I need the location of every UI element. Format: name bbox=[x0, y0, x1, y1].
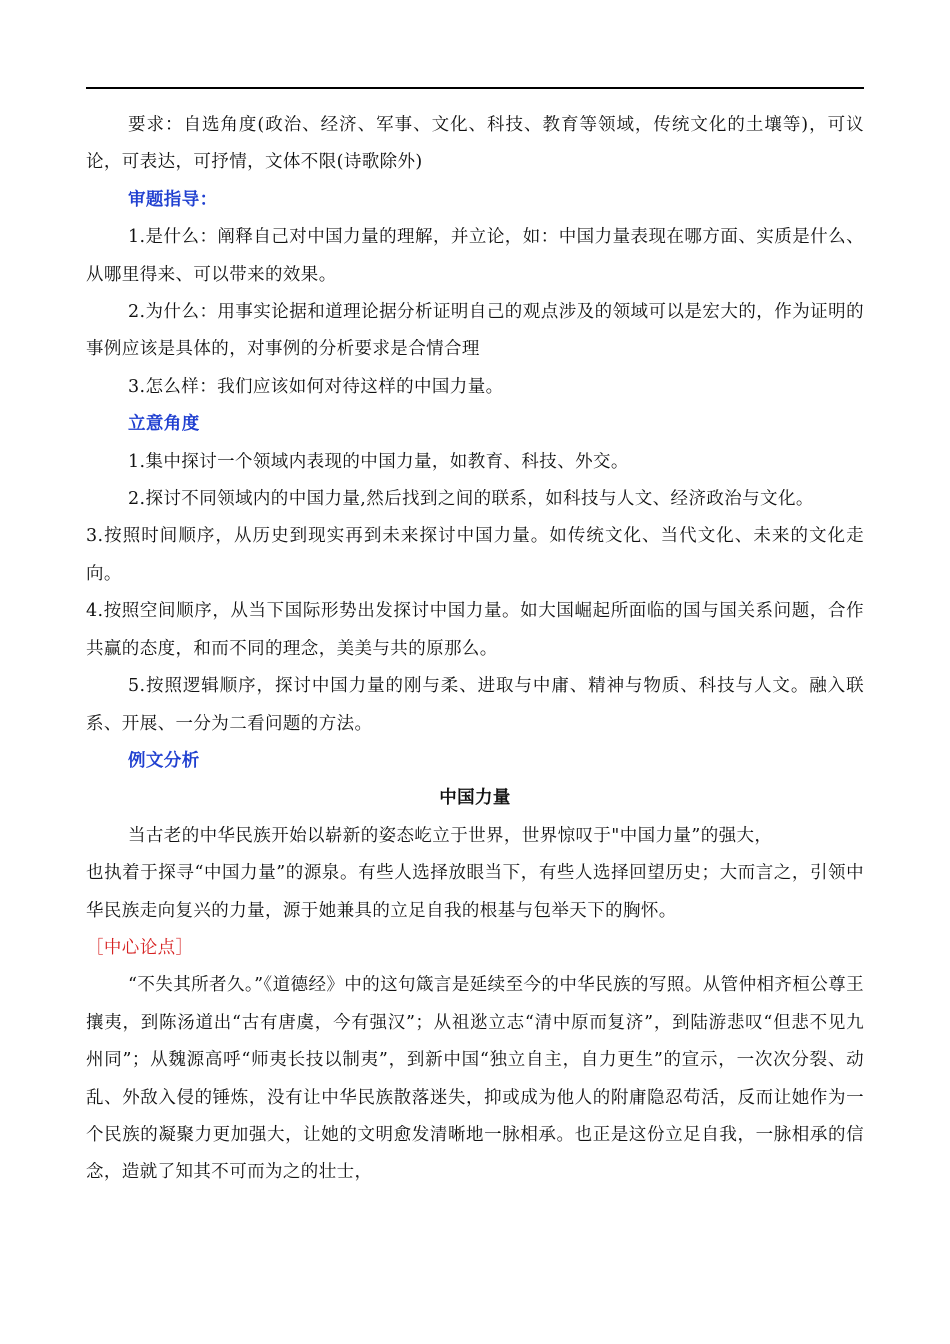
angles-heading: 立意角度 bbox=[128, 414, 200, 435]
essay-intro-rest: 也执着于探寻“中国力量”的源泉。有些人选择放眼当下，有些人选择回望历史；大而言之，引领中华民族走向复兴的力量，源于她兼具的立足自我的根基与包举天下的胸怀。 bbox=[86, 863, 864, 921]
angle-item-3: 3.按照时间顺序，从历史到现实再到未来探讨中国力量。如传统文化、当代文化、未来的文化走向。 bbox=[86, 526, 864, 584]
document-body bbox=[86, 107, 864, 1192]
essay-title: 中国力量 bbox=[439, 788, 511, 809]
angle-item-1: 1.集中探讨一个领域内表现的中国力量，如教育、科技、外交。 bbox=[128, 451, 629, 472]
guide-item-1: 1.是什么：阐释自己对中国力量的理解，并立论，如：中国力量表现在哪方面、实质是什么、从哪里得来、可以带来的效果。 bbox=[86, 227, 864, 285]
angle-item-4: 4.按照空间顺序，从当下国际形势出发探讨中国力量。如大国崛起所面临的国与国关系问题，合作共赢的态度，和而不同的理念，美美与共的原那么。 bbox=[86, 601, 864, 659]
example-heading: 例文分析 bbox=[128, 750, 200, 771]
header-rule bbox=[86, 87, 864, 89]
guide-heading: 审题指导： bbox=[128, 189, 218, 210]
central-point-label: ［中心论点］ bbox=[86, 937, 194, 958]
angle-item-5: 5.按照逻辑顺序，探讨中国力量的刚与柔、进取与中庸、精神与物质、科技与人文。融入联系、开展、一分为二看问题的方法。 bbox=[86, 676, 864, 734]
angle-item-2: 2.探讨不同领域内的中国力量,然后找到之间的联系，如科技与人文、经济政治与文化。 bbox=[128, 489, 814, 510]
requirement-paragraph: 要求：自选角度(政治、经济、军事、文化、科技、教育等领域，传统文化的土壤等)，可议论，可表达，可抒情，文体不限(诗歌除外) bbox=[86, 115, 864, 173]
essay-intro-line1: 当古老的中华民族开始以崭新的姿态屹立于世界，世界惊叹于"中国力量”的强大， bbox=[128, 825, 773, 846]
essay-body-paragraph: “不失其所者久。”《道德经》中的这句箴言是延续至今的中华民族的写照。从管仲相齐桓公尊王攘夷，到陈汤道出“古有唐虞，今有强汉”；从祖逖立志“清中原而复济”，到陆游悲叹“但悲不见九州同”；从魏源高呼“师夷长技以制夷”，到新中国“独立自主，自力更生”的宣示，一次次分裂、动乱、外敌入侵的锤炼，没有让中华民族散落迷失，抑或成为他人的附庸隐忍苟活，反而让她作为一个民族的凝聚力更加强大，让她的文明愈发清晰地一脉相承。也正是这份立足自我，一脉相承的信念，造就了知其不可而为之的壮士， bbox=[86, 975, 864, 1183]
guide-item-2: 2.为什么：用事实论据和道理论据分析证明自己的观点涉及的领域可以是宏大的，作为证明的事例应该是具体的，对事例的分析要求是合情合理 bbox=[86, 302, 864, 360]
guide-item-3: 3.怎么样：我们应该如何对待这样的中国力量。 bbox=[128, 376, 504, 397]
